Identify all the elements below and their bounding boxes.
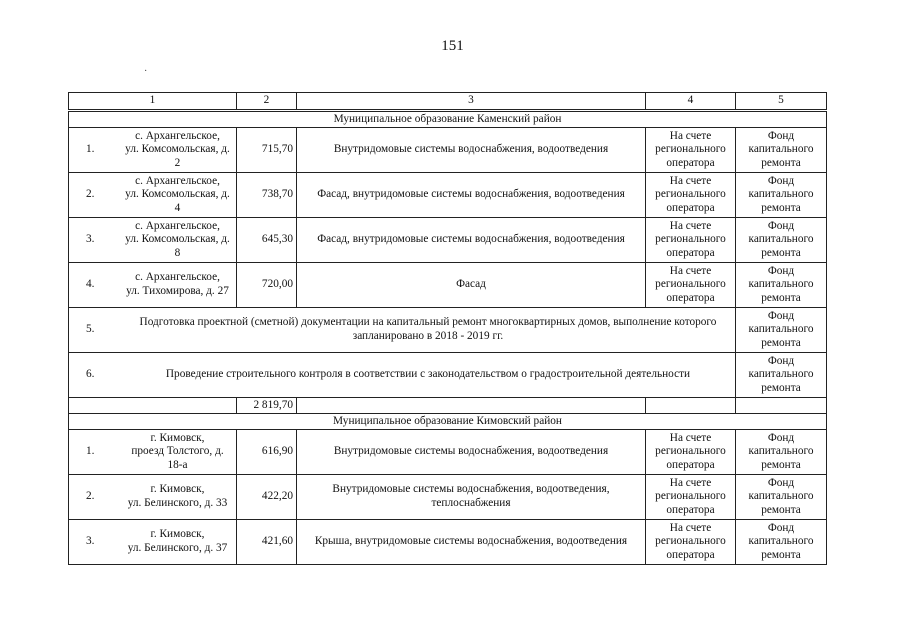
area-cell: 421,60 xyxy=(237,520,297,565)
address-line: ул. Тихомирова, д. 27 xyxy=(126,285,229,297)
total-empty-cell xyxy=(69,398,237,414)
account-cell: На счете регионального оператора xyxy=(646,128,736,173)
description-cell xyxy=(69,308,736,353)
fund-cell: Фонд капитального ремонта xyxy=(736,430,827,475)
address-cell xyxy=(69,430,237,475)
row-number: 6. xyxy=(86,368,95,381)
table-row xyxy=(69,353,827,398)
account-cell: На счете регионального оператора xyxy=(646,218,736,263)
section-header-row xyxy=(69,414,827,430)
address-cell xyxy=(69,263,237,308)
address-line: с. Архангельское, xyxy=(135,219,220,232)
row-number: 1. xyxy=(86,445,95,458)
column-numbers-row xyxy=(69,93,827,111)
area-cell: 720,00 xyxy=(237,263,297,308)
description-cell xyxy=(69,353,736,398)
address-line: с. Архангельское, xyxy=(135,174,220,187)
area-cell: 715,70 xyxy=(237,128,297,173)
description-line: Проведение строительного контроля в соответствии с законодательством о градостроительной деятельности xyxy=(165,368,691,381)
address-cell xyxy=(69,475,237,520)
total-empty-cell xyxy=(297,398,646,414)
account-cell: На счете регионального оператора xyxy=(646,520,736,565)
row-number: 1. xyxy=(86,143,95,156)
fund-cell: Фонд капитального ремонта xyxy=(736,520,827,565)
account-cell: На счете регионального оператора xyxy=(646,475,736,520)
row-number: 4. xyxy=(86,278,95,291)
address-cell xyxy=(69,218,237,263)
address-line: ул. Комсомольская, д. 2 xyxy=(125,143,230,169)
col-header: 2 xyxy=(237,93,297,111)
col-header: 3 xyxy=(297,93,646,111)
table-row xyxy=(69,308,827,353)
section-header-row xyxy=(69,111,827,128)
table-row xyxy=(69,128,827,173)
table-row xyxy=(69,430,827,475)
work-cell: Внутридомовые системы водоснабжения, водоотведения, теплоснабжения xyxy=(297,475,646,520)
work-cell: Фасад, внутридомовые системы водоснабжения, водоотведения xyxy=(297,173,646,218)
address-line: ул. Комсомольская, д. 4 xyxy=(125,188,230,214)
table-row xyxy=(69,263,827,308)
section-title: Муниципальное образование Кимовский район xyxy=(69,414,827,430)
section-title: Муниципальное образование Каменский район xyxy=(69,111,827,128)
address-cell xyxy=(69,520,237,565)
col-header: 4 xyxy=(646,93,736,111)
total-value: 2 819,70 xyxy=(237,398,297,414)
row-number: 3. xyxy=(86,535,95,548)
table-row xyxy=(69,218,827,263)
fund-cell: Фонд капитального ремонта xyxy=(736,263,827,308)
address-line: ул. Белинского, д. 33 xyxy=(127,497,228,509)
total-row xyxy=(69,398,827,414)
work-cell: Фасад, внутридомовые системы водоснабжения, водоотведения xyxy=(297,218,646,263)
address-cell xyxy=(69,173,237,218)
address-line: проезд Толстого, д. 18-а xyxy=(131,445,224,471)
address-line: с. Архангельское, xyxy=(135,129,220,142)
repair-program-table xyxy=(68,92,827,565)
table-row xyxy=(69,520,827,565)
work-cell: Внутридомовые системы водоснабжения, водоотведения xyxy=(297,430,646,475)
fund-cell: Фонд капитального ремонта xyxy=(736,475,827,520)
table-row xyxy=(69,475,827,520)
work-cell: Фасад xyxy=(297,263,646,308)
work-cell: Внутридомовые системы водоснабжения, водоотведения xyxy=(297,128,646,173)
fund-cell: Фонд капитального ремонта xyxy=(736,353,827,398)
fund-cell: Фонд капитального ремонта xyxy=(736,308,827,353)
address-line: г. Кимовск, xyxy=(150,483,205,496)
fund-cell: Фонд капитального ремонта xyxy=(736,218,827,263)
address-cell xyxy=(69,128,237,173)
col-header: 1 xyxy=(69,93,237,111)
address-line: ул. Белинского, д. 37 xyxy=(127,542,228,554)
total-empty-cell xyxy=(736,398,827,414)
area-cell: 738,70 xyxy=(237,173,297,218)
row-number: 2. xyxy=(86,490,95,503)
table-row xyxy=(69,173,827,218)
account-cell: На счете регионального оператора xyxy=(646,263,736,308)
row-number: 5. xyxy=(86,323,95,336)
work-cell: Крыша, внутридомовые системы водоснабжения, водоотведения xyxy=(297,520,646,565)
row-number: 2. xyxy=(86,188,95,201)
description-line: Подготовка проектной (сметной) документации на капитальный ремонт многоквартирных домов, выполнение которого xyxy=(139,316,717,329)
address-line: ул. Комсомольская, д. 8 xyxy=(125,233,230,259)
address-line: г. Кимовск, xyxy=(150,528,205,541)
area-cell: 645,30 xyxy=(237,218,297,263)
fund-cell: Фонд капитального ремонта xyxy=(736,128,827,173)
account-cell: На счете регионального оператора xyxy=(646,173,736,218)
fund-cell: Фонд капитального ремонта xyxy=(736,173,827,218)
account-cell: На счете регионального оператора xyxy=(646,430,736,475)
total-empty-cell xyxy=(646,398,736,414)
page-number: 151 xyxy=(441,38,464,54)
scan-speck: · xyxy=(144,66,148,77)
area-cell: 422,20 xyxy=(237,475,297,520)
col-header: 5 xyxy=(736,93,827,111)
row-number: 3. xyxy=(86,233,95,246)
description-line: запланировано в 2018 - 2019 гг. xyxy=(352,330,504,342)
address-line: г. Кимовск, xyxy=(150,431,205,444)
address-line: с. Архангельское, xyxy=(135,271,220,284)
area-cell: 616,90 xyxy=(237,430,297,475)
